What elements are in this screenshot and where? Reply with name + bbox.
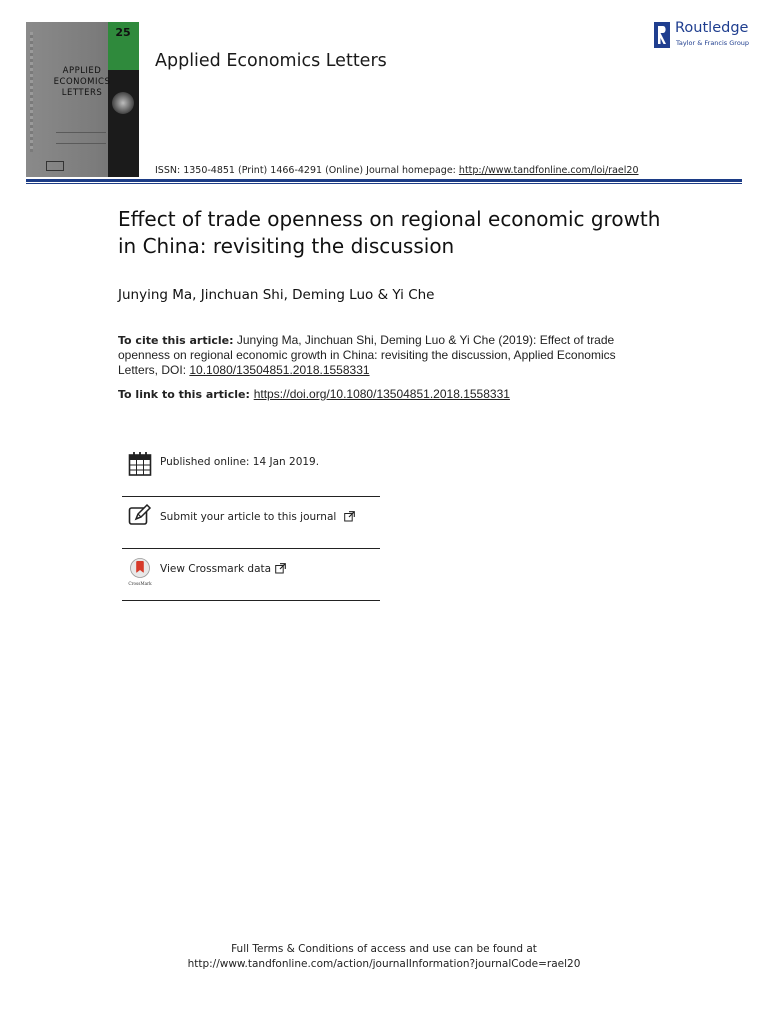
issn-text: ISSN: 1350-4851 (Print) 1466-4291 (Online) Journal homepage: (155, 165, 459, 176)
submit-article-link[interactable] (160, 511, 355, 523)
cover-anniversary-badge: 25 (115, 26, 131, 39)
published-online-text: Published online: 14 Jan 2019. (160, 456, 320, 468)
link-label: To link to this article: (118, 388, 254, 401)
calendar-icon (128, 450, 152, 478)
cover-title-line-2: ECONOMICS (53, 77, 111, 87)
crossmark-caption: CrossMark (128, 581, 152, 586)
citation-block (118, 333, 638, 378)
publisher-name: Routledge (675, 20, 749, 36)
article-title: Effect of trade openness on regional economic growth in China: revisiting the discussion (118, 207, 661, 258)
crossmark-row[interactable] (122, 548, 380, 601)
external-link-icon (275, 563, 286, 574)
submit-article-row[interactable] (122, 496, 380, 549)
journal-name[interactable]: Applied Economics Letters (155, 51, 387, 71)
edit-icon (128, 502, 152, 530)
crossmark-text: View Crossmark data (160, 563, 272, 575)
publisher-group: Taylor & Francis Group (676, 39, 750, 47)
crossmark-icon (128, 558, 152, 586)
terms-footer-link[interactable]: http://www.tandfonline.com/action/journalInformation?journalCode=rael20 (187, 958, 581, 970)
cover-editors-box (56, 132, 106, 144)
cover-spine-text (30, 32, 33, 152)
issn-line (155, 165, 639, 176)
cite-text: Junying Ma, Jinchuan Shi, Deming Luo & Yi Che (2019): Effect of trade openness on regional economic growth in China: revisiting the discussion, Applied Economics Letters, DOI: (118, 333, 616, 377)
external-link-icon (344, 511, 355, 522)
article-authors: Junying Ma, Jinchuan Shi, Deming Luo & Yi Che (118, 287, 435, 303)
article-doi-link[interactable]: https://doi.org/10.1080/13504851.2018.1558331 (253, 387, 510, 401)
article-link-line (118, 387, 510, 401)
routledge-r-icon (654, 22, 670, 48)
cover-publisher-logo (46, 161, 64, 171)
terms-footer (0, 942, 768, 972)
cover-title-line-3: LETTERS (61, 88, 103, 98)
cite-label: To cite this article: (118, 334, 234, 347)
cover-title (34, 66, 130, 99)
journal-cover-image (26, 22, 139, 177)
header-divider-thin (26, 183, 742, 184)
journal-homepage-link[interactable]: http://www.tandfonline.com/loi/rael20 (458, 165, 639, 176)
terms-footer-line-1: Full Terms & Conditions of access and use can be found at (231, 943, 537, 955)
cover-title-line-1: APPLIED (62, 66, 102, 76)
cite-doi-link[interactable]: 10.1080/13504851.2018.1558331 (189, 363, 370, 377)
published-online-row (122, 444, 380, 497)
submit-article-text: Submit your article to this journal (160, 511, 337, 523)
header-divider (26, 179, 742, 182)
crossmark-link[interactable] (160, 563, 286, 575)
